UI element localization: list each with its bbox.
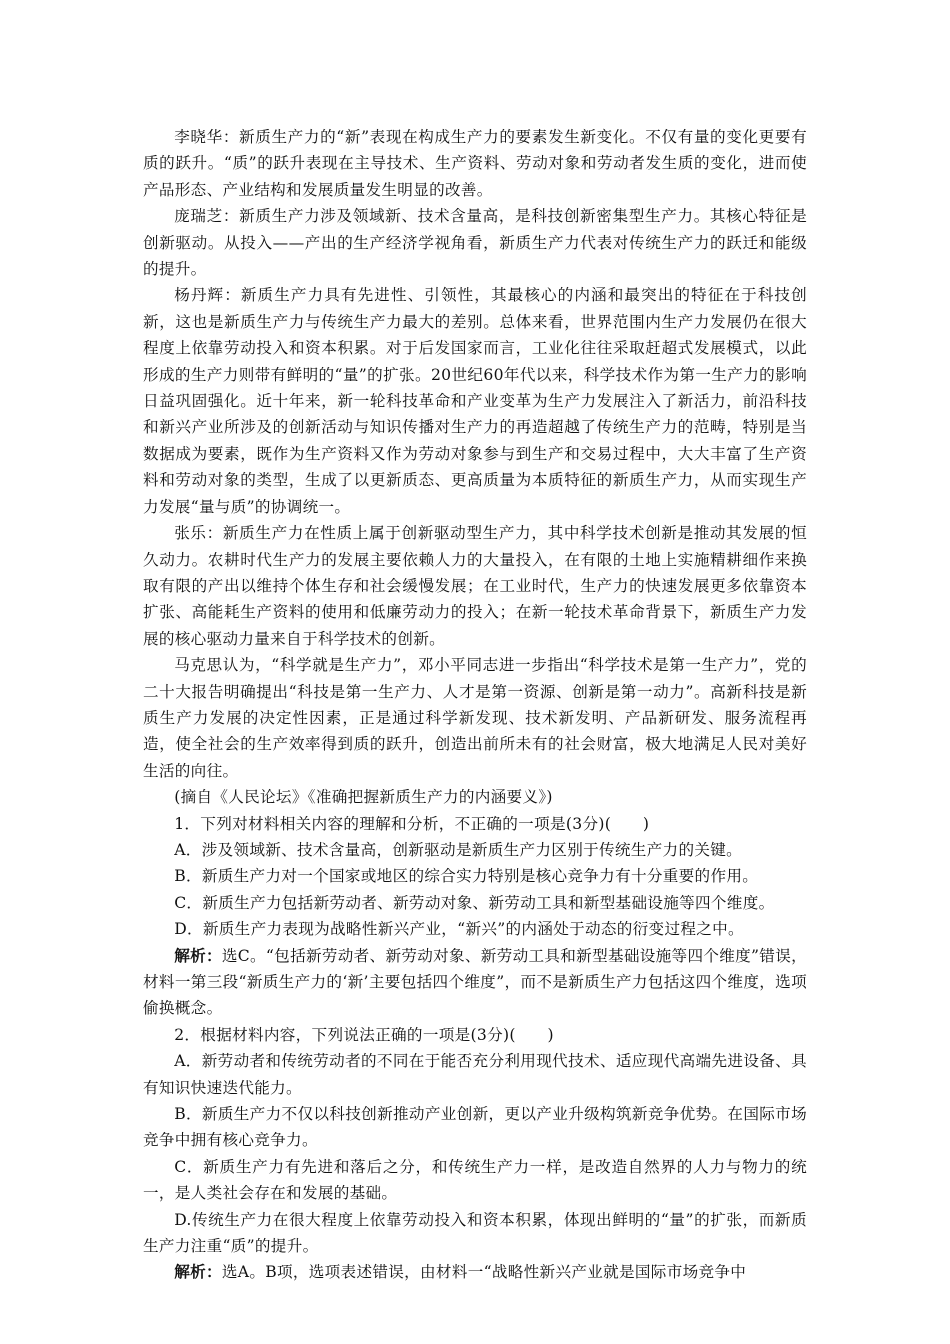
analysis-label: 解析： — [174, 945, 222, 965]
paragraph-marx: 马克思认为，“科学就是生产力”，邓小平同志进一步指出“科学技术是第一生产力”，党的二十大报告明确提出“科技是第一生产力、人才是第一资源、创新是第一动力”。高新科技是新质生产力发展的决定性因素，正是通过科学新发现、技术新发明、产品新研发、服务流程再造，使全社会的生产效率得到质的跃升，创造出前所未有的社会财富，极大地满足人民对美好生活的向往。 — [143, 656, 807, 780]
question-2-option-a: A．新劳动者和传统劳动者的不同在于能否充分利用现代技术、适应现代高端先进设备、具有知识快速迭代能力。 — [143, 1052, 807, 1097]
source-citation: (摘自《人民论坛》《准确把握新质生产力的内涵要义》) — [174, 788, 553, 807]
question-1-option-d: D．新质生产力表现为战略性新兴产业，“新兴”的内涵处于动态的衍变过程之中。 — [174, 920, 744, 939]
question-2-option-c: C．新质生产力有先进和落后之分，和传统生产力一样，是改造自然界的人力与物力的统一，是人类社会存在和发展的基础。 — [143, 1157, 807, 1203]
analysis-text: 选C。“包括新劳动者、新劳动对象、新劳动工具和新型基础设施等四个维度”错误，材料一第三段“新质生产力的‘新’主要包括四个维度”，而不是新质生产力包括这四个维度，选项偷换概念。 — [143, 946, 807, 1018]
question-2-stem: 2．根据材料内容，下列说法正确的一项是(3分)( ) — [174, 1025, 554, 1044]
question-1-analysis — [143, 943, 807, 1022]
question-1-option-a: A．涉及领域新、技术含量高，创新驱动是新质生产力区别于传统生产力的关键。 — [174, 840, 743, 859]
question-1-option-c: C．新质生产力包括新劳动者、新劳动对象、新劳动工具和新型基础设施等四个维度。 — [174, 893, 775, 912]
analysis-text: 选A。B项，选项表述错误，由材料一“战略性新兴产业就是国际市场竞争中 — [221, 1263, 747, 1282]
question-2-option-d: D.传统生产力在很大程度上依靠劳动投入和资本积累，体现出鲜明的“量”的扩张，而新质生产力注重“质”的提升。 — [143, 1210, 807, 1256]
paragraph-yang-danhui: 杨丹辉：新质生产力具有先进性、引领性，其最核心的内涵和最突出的特征在于科技创新，这也是新质生产力与传统生产力最大的差别。总体来看，世界范围内生产力发展仍在很大程度上依靠劳动投入和资本积累。对于后发国家而言，工业化往往采取赶超式发展模式，以此形成的生产力则带有鲜明的“量”的扩张。20世纪60年代以来，科学技术作为第一生产力的影响日益巩固强化。近十年来，新一轮科技革命和产业变革为生产力发展注入了新活力，前沿科技和新兴产业所涉及的创新活动与知识传播对生产力的再造超越了传统生产力的范畴，特别是当数据成为要素，既作为生产资料又作为劳动对象参与到生产和交易过程中，大大丰富了生产资料和劳动对象的类型，生成了以更新质态、更高质量为本质特征的新质生产力，从而实现生产力发展“量与质”的协调统一。 — [143, 286, 807, 516]
question-1-option-b: B．新质生产力对一个国家或地区的综合实力特别是核心竞争力有十分重要的作用。 — [174, 867, 759, 886]
paragraph-pang-ruizhi: 庞瑞芝：新质生产力涉及领域新、技术含量高，是科技创新密集型生产力。其核心特征是创新驱动。从投入——产出的生产经济学视角看，新质生产力代表对传统生产力的跃迁和能级的提升。 — [143, 207, 807, 279]
paragraph-zhang-le: 张乐：新质生产力在性质上属于创新驱动型生产力，其中科学技术创新是推动其发展的恒久动力。农耕时代生产力的发展主要依赖人力的大量投入，在有限的土地上实施精耕细作来换取有限的产出以维持个体生存和社会缓慢发展；在工业时代，生产力的快速发展更多依靠资本扩张、高能耗生产资料的使用和低廉劳动力的投入；在新一轮技术革命背景下，新质生产力发展的核心驱动力量来自于科学技术的创新。 — [143, 524, 807, 648]
question-1-stem: 1．下列对材料相关内容的理解和分析，不正确的一项是(3分)( ) — [174, 814, 650, 833]
analysis-label: 解析： — [174, 1262, 222, 1282]
question-2-option-b: B．新质生产力不仅以科技创新推动产业创新，更以产业升级构筑新竞争优势。在国际市场竞争中拥有核心竞争力。 — [143, 1105, 807, 1150]
paragraph-li-xiaohua: 李晓华：新质生产力的“新”表现在构成生产力的要素发生新变化。不仅有量的变化更要有质的跃升。“质”的跃升表现在主导技术、生产资料、劳动对象和劳动者发生质的变化，进而使产品形态、产业结构和发展质量发生明显的改善。 — [143, 128, 807, 199]
question-2-analysis — [143, 1259, 807, 1285]
document-content — [143, 124, 807, 1286]
